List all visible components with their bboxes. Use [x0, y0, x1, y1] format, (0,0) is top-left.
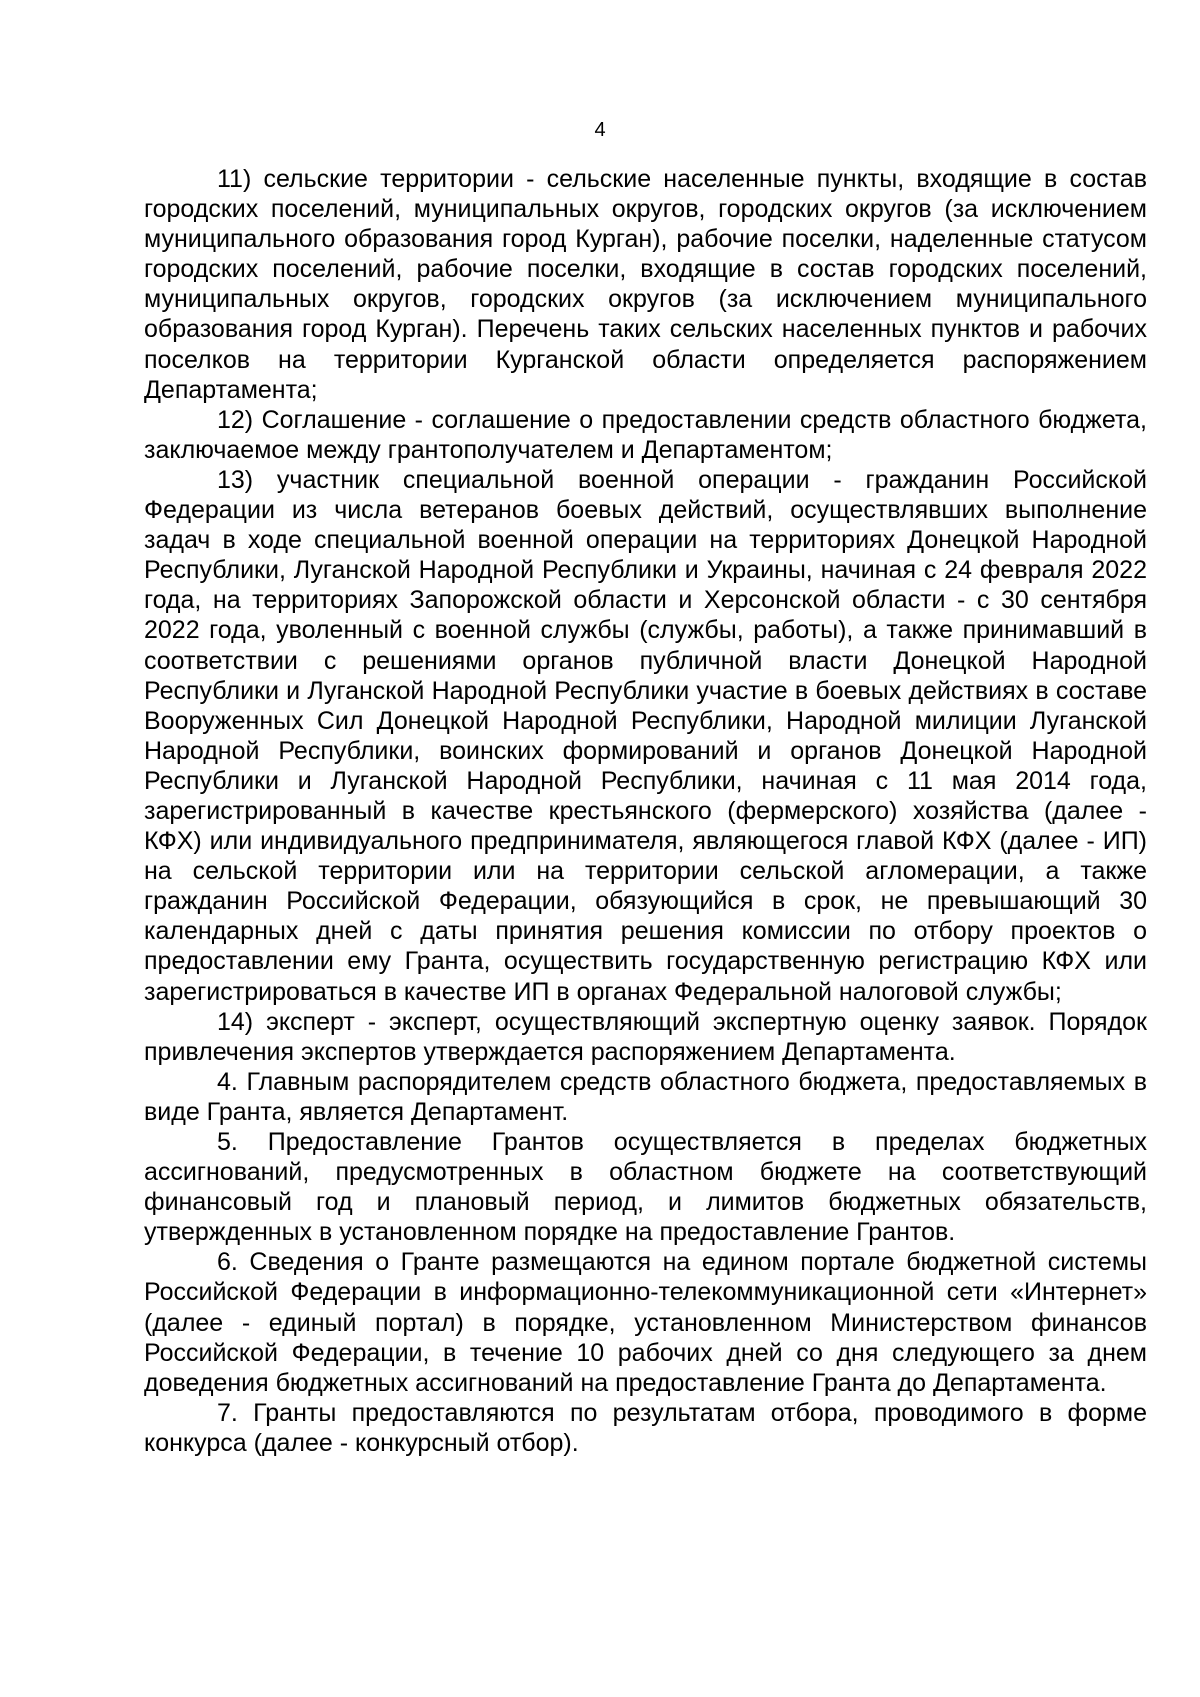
paragraph-item-12: 12) Соглашение - соглашение о предоставлении средств областного бюджета, заключаемое между грантополучателем и Департаментом;	[144, 405, 1147, 464]
paragraph-section-4: 4. Главным распорядителем средств областного бюджета, предоставляемых в виде Гранта, является Департамент.	[144, 1067, 1147, 1126]
page-number: 4	[594, 119, 606, 141]
paragraph-item-11: 11) сельские территории - сельские населенные пункты, входящие в состав городских поселений, муниципальных округов, городских округов (за исключением муниципального образования город Курган), рабочие поселки, наделенные статусом городских поселений, рабочие поселки, входящие в состав городских поселений, муниципальных округов, городских округов (за исключением муниципального образования город Курган). Перечень таких сельских населенных пунктов и рабочих поселков на территории Курганской области определяется распоряжением Департамента;	[144, 165, 1147, 404]
paragraph-item-13: 13) участник специальной военной операции - гражданин Российской Федерации из числа ветеранов боевых действий, осуществлявших выполнение задач в ходе специальной военной операции на территориях Донецкой Народной Республики, Луганской Народной Республики и Украины, начиная с 24 февраля 2022 года, на территориях Запорожской области и Херсонской области - с 30 сентября 2022 года, уволенный с военной службы (службы, работы), а также принимавший в соответствии с решениями органов публичной власти Донецкой Народной Республики и Луганской Народной Республики участие в боевых действиях в составе Вооруженных Сил Донецкой Народной Республики, Народной милиции Луганской Народной Республики, воинских формирований и органов Донецкой Народной Республики и Луганской Народной Республики, начиная с 11 мая 2014 года, зарегистрированный в качестве крестьянского (фермерского) хозяйства (далее - КФХ) или индивидуального предпринимателя, являющегося главой КФХ (далее - ИП) на сельской территории или на территории сельской агломерации, а также гражданин Российской Федерации, обязующийся в срок, не превышающий 30 календарных дней с даты принятия решения комиссии по отбору проектов о предоставлении ему Гранта, осуществить государственную регистрацию КФХ или зарегистрироваться в качестве ИП в органах Федеральной налоговой службы;	[144, 465, 1147, 1006]
paragraph-section-5: 5. Предоставление Грантов осуществляется в пределах бюджетных ассигнований, предусмотренных в областном бюджете на соответствующий финансовый год и плановый период, и лимитов бюджетных обязательств, утвержденных в установленном порядке на предоставление Грантов.	[144, 1128, 1147, 1247]
paragraph-section-6: 6. Сведения о Гранте размещаются на едином портале бюджетной системы Российской Федерации в информационно-телекоммуникационной сети «Интернет» (далее - единый портал) в порядке, установленном Министерством финансов Российской Федерации, в течение 10 рабочих дней со дня следующего за днем доведения бюджетных ассигнований на предоставление Гранта до Департамента.	[144, 1248, 1147, 1397]
document-body	[144, 164, 1147, 1458]
paragraph-section-7: 7. Гранты предоставляются по результатам отбора, проводимого в форме конкурса (далее - конкурсный отбор).	[144, 1398, 1147, 1457]
paragraph-item-14: 14) эксперт - эксперт, осуществляющий экспертную оценку заявок. Порядок привлечения экспертов утверждается распоряжением Департамента.	[144, 1007, 1147, 1066]
